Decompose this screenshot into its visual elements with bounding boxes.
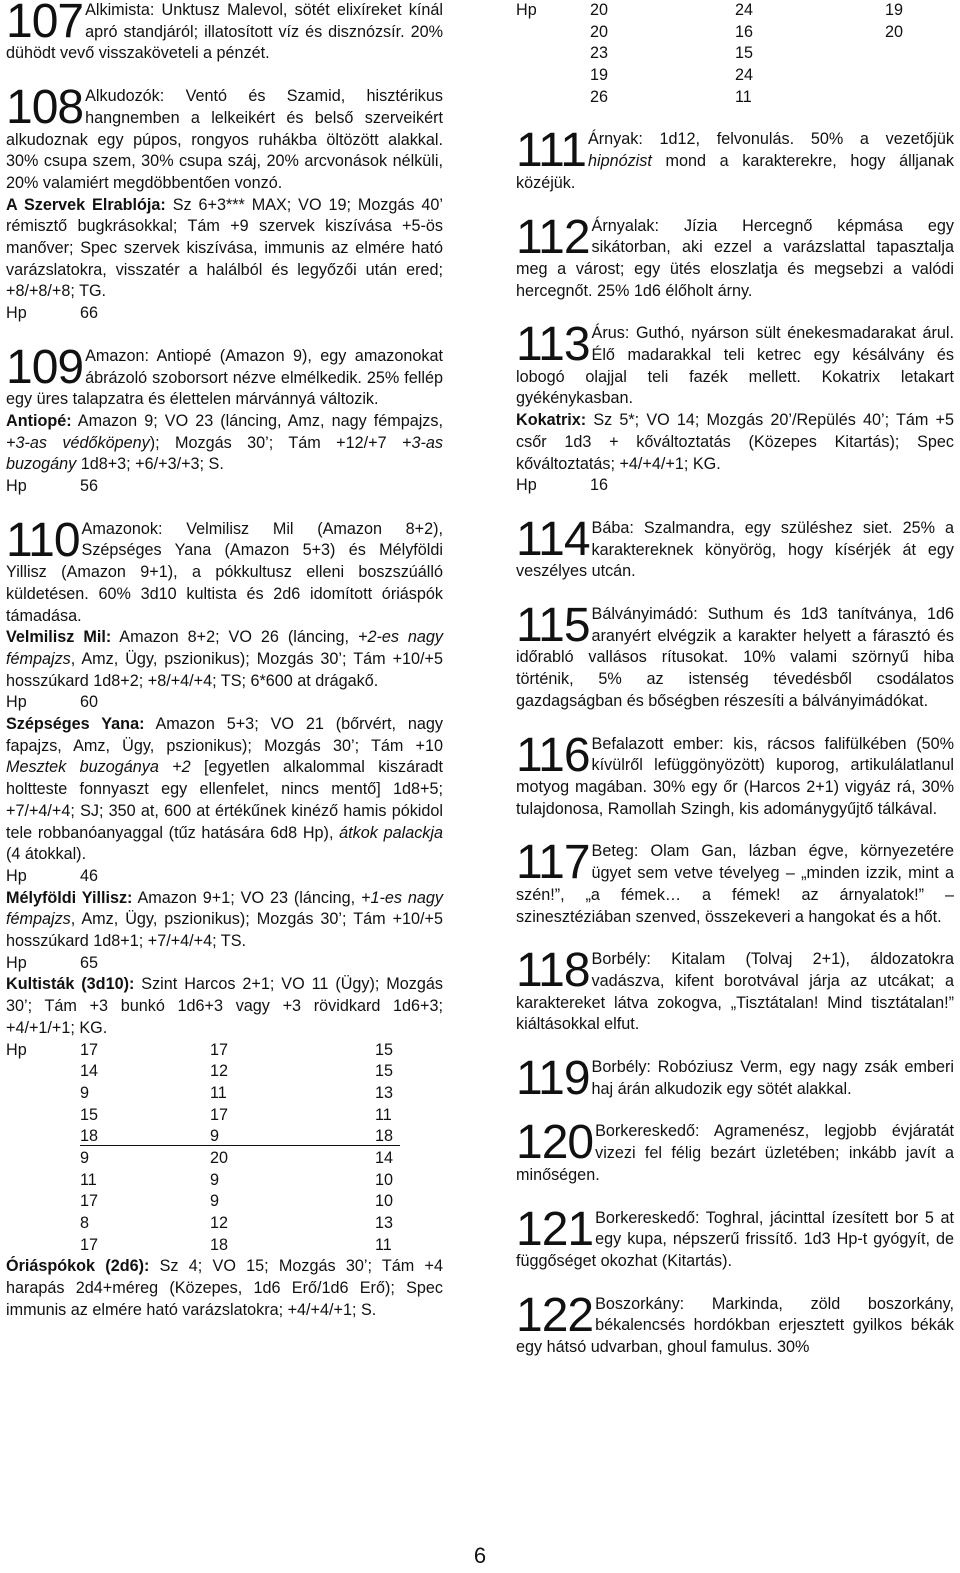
hp-cell: 9: [210, 1127, 220, 1146]
hp-table-row: [516, 0, 954, 22]
entry-text: Beteg: Olam Gan, lázban égve, környezetére ügyet sem vetve tévelyeg – „minden izzik, mint a szén!”, „a fémek… a fémek! az árnyalatok!” – szinesztéziában szenved, összekeveri a hangokat és a hőt.: [516, 842, 954, 926]
stat-name: Szépséges Yana:: [6, 715, 145, 734]
entry-text: Borbély: Robóziusz Verm, egy nagy zsák emberi haj árán alkudozik egy sötét alakkal.: [591, 1058, 954, 1098]
stat-block: [6, 411, 443, 476]
hp-cell: 11: [735, 87, 752, 106]
stat-block: [6, 888, 443, 953]
entry-number: 120: [516, 1116, 594, 1170]
entry-text: Bálványimádó: Suthum és 1d3 tanítványa, 1d6 aranyért elvégzik a karakter helyett a fárasztó és időrabló vallásos rítusokat. 10% valami szörnyű hiba történik, 5% az istenség tévedésből csodálatos gazdagságban és bőségben részesíti a bálványimádókat.: [516, 605, 954, 710]
stat-block: [6, 627, 443, 692]
hp-line: [6, 303, 443, 325]
entry-text: Alkimista: Unktusz Malevol, sötét elixíreket kínál apró standjáról; illatosított víz és disznózsír. 20% dühödt vevő visszaköveteli a pénzét.: [6, 1, 443, 63]
stat-block: [6, 974, 443, 1039]
hp-cell: 24: [735, 1, 754, 19]
entry-number: 109: [6, 340, 84, 394]
hp-cell: 17: [210, 1040, 229, 1059]
entry-number: 122: [516, 1288, 594, 1342]
hp-value: 56: [80, 477, 99, 496]
hp-label: Hp: [6, 953, 27, 972]
hp-table-row: [516, 43, 954, 65]
hp-table-row: [516, 65, 954, 87]
hp-cell: 17: [80, 1192, 99, 1211]
hp-cell: [885, 43, 935, 65]
hp-cell: 8: [80, 1214, 90, 1233]
entry-115: [516, 599, 954, 713]
entry-text: mond a karakterekre, hogy álljanak közéjük.: [516, 152, 954, 192]
entry-number: 108: [6, 81, 84, 135]
hp-cell: 17: [210, 1105, 229, 1124]
entry-text: Borkereskedő: Toghral, jácinttal ízesített bor 5 at egy kupa, népszerű frissítő. 1d3 Hp-t gyógyít, de függőséget okozhat (Kitartás).: [516, 1208, 954, 1270]
entry-number: 115: [516, 599, 590, 653]
hp-cell: 24: [735, 66, 754, 85]
hp-cell: 13: [375, 1214, 394, 1233]
hp-cell: 15: [80, 1105, 99, 1124]
hp-cell: 15: [375, 1040, 394, 1059]
entry-112: [516, 210, 954, 303]
hp-label: Hp: [6, 866, 27, 885]
hp-table-row: [6, 1213, 443, 1235]
stat-text: Amazon 5+3; VO 21 (bőrvért, nagy fapajzs, Amz, Ügy, pszionikus); Mozgás 30’; Tám +10: [6, 715, 443, 755]
hp-cell: 17: [80, 1040, 99, 1059]
entry-121: [516, 1202, 954, 1273]
hp-label: Hp: [516, 1, 537, 19]
entry-number: 114: [516, 512, 590, 566]
stat-text: , Amz, Ügy, pszionikus); Mozgás 30’; Tám +10/+5 hosszúkard 1d8+2; +8/+4/+4; TS; 6*600 at drágakő.: [6, 649, 443, 690]
hp-cell: 17: [80, 1235, 99, 1254]
stat-text: [egyetlen alkalommal kiszáradt holtteste fonnyaszt egy ellenfelet, nincs mentő] 1d8+5; +7/+4/+4; SJ; 350 at, 600 at értékűnek kinéző hamis pókidol tele robbanóanyaggal (tűz hatására 6d8 Hp),: [6, 758, 443, 842]
hp-cell: 10: [375, 1170, 394, 1189]
hp-cell: 15: [375, 1062, 394, 1081]
entry-122: [516, 1288, 954, 1359]
stat-text: Amazon 9+1; VO 23 (láncing,: [132, 888, 362, 907]
hp-cell: 11: [375, 1105, 392, 1124]
hp-value: 65: [80, 953, 99, 972]
entry-116: [516, 728, 954, 821]
stat-text: Amazon 8+2; VO 26 (láncing,: [111, 628, 358, 647]
hp-value: 60: [80, 693, 99, 712]
hp-cell: 12: [210, 1062, 229, 1081]
stat-name: Mélyföldi Yillisz:: [6, 888, 133, 907]
hp-cell: 26: [590, 87, 609, 106]
entry-110: [6, 513, 443, 1322]
entry-text: Árnyak: 1d12, felvonulás. 50% a vezetőjük: [587, 130, 954, 149]
hp-table-row: [516, 22, 954, 44]
entry-text: Amazon: Antiopé (Amazon 9), egy amazonokat ábrázoló szoborsort nézve elmélkedik. 25% fellép egy üres talapzatra és élettelen márvánnyá változik.: [6, 346, 443, 409]
hp-cell: 14: [375, 1149, 394, 1167]
hp-line: [516, 475, 954, 497]
hp-label: Hp: [516, 476, 537, 495]
entry-108: [6, 81, 444, 325]
stat-block: [6, 195, 443, 304]
entry-text: Árnyalak: Jízia Hercegnő képmása egy sikátorban, aki ezzel a varázslattal tapasztalja meg a várost; egy ütés eloszlatja és megsebzi a valódi hercegnőt. 25% 1d6 élőholt árny.: [516, 216, 954, 300]
hp-cell: 20: [210, 1149, 229, 1167]
entry-text: Alkudozók: Ventó és Szamid, hisztérikus hangnemben a lelkeikért és belső szerveikért alkudoznak egy púpos, rongyos ruhákba öltözött alakkal. 30% csupa szem, 30% csupa száj, 20% arcvonások nélküli, 20% valamiért megdöbbentően vonzó.: [6, 87, 443, 192]
hp-cell: 10: [375, 1192, 394, 1211]
stat-name: Kokatrix:: [516, 411, 587, 430]
hp-cell: 19: [590, 66, 609, 85]
entry-number: 111: [516, 124, 586, 178]
hp-cell: 18: [80, 1127, 99, 1146]
entry-107: [6, 0, 443, 65]
stat-item: +1-es nagy fémpajzs: [6, 888, 443, 929]
hp-cell: 11: [210, 1083, 227, 1102]
hp-cell: 9: [210, 1192, 220, 1211]
entry-text: Borbély: Kitalam (Tolvaj 2+1), áldozatokra vadászva, kifent borotvával járja az utcákat; a karaktereket látva zokogva, „Tisztátalan! Mind tisztátalan!” kiáltásokkal elfut.: [516, 950, 954, 1034]
page-number: 6: [473, 1543, 487, 1568]
hp-label: Hp: [6, 477, 27, 496]
stat-text: Amazon 9; VO 23 (láncing, Amz, nagy fémpajzs,: [71, 411, 443, 430]
hp-table-continued: [516, 0, 954, 108]
hp-table-row: [6, 1235, 443, 1257]
entry-number: 112: [516, 210, 590, 264]
entry-number: 110: [6, 513, 80, 567]
entry-118: [516, 944, 954, 1036]
hp-cell: 9: [80, 1149, 90, 1167]
hp-table-row: [6, 1040, 443, 1062]
stat-block: [6, 1256, 443, 1321]
stat-item: Mesztek buzogánya +2: [6, 758, 191, 777]
hp-cell: 13: [375, 1083, 394, 1102]
underline-rule: [80, 1145, 400, 1146]
entry-emphasis: hipnózist: [587, 152, 652, 171]
stat-text: Szint Harcos 2+1; VO 11 (Ügy); Mozgás 30’; Tám +3 bunkó 1d6+3 vagy +3 rövidkard 1d6+3; +4/+1/+1; KG.: [6, 975, 443, 1037]
hp-cell: 11: [80, 1170, 97, 1189]
stat-text: (4 átokkal).: [6, 845, 87, 864]
hp-cell: 20: [590, 22, 609, 41]
hp-cell: [885, 87, 935, 109]
stat-name: Óriáspókok (2d6):: [6, 1257, 150, 1276]
entry-number: 113: [516, 318, 590, 372]
entry-text: Borkereskedő: Agramenész, legjobb évjáratát vizezi fel félig bezárt üzletében; inkább javít a minőségen.: [516, 1122, 954, 1184]
hp-table-row: [6, 1105, 443, 1127]
hp-table-row: [6, 1148, 443, 1170]
hp-table-row: [6, 1061, 443, 1083]
entry-117: [516, 836, 954, 928]
hp-label: Hp: [6, 693, 27, 712]
entry-111: [516, 124, 954, 194]
hp-cell: 18: [375, 1127, 394, 1146]
entry-number: 118: [516, 944, 590, 998]
stat-text: ); Mozgás 30’; Tám +12/+7: [149, 433, 403, 452]
entry-number: 117: [516, 836, 590, 890]
right-column: [516, 0, 954, 1359]
hp-cell: 12: [210, 1214, 229, 1233]
entry-119: [516, 1052, 954, 1106]
hp-cell: 9: [210, 1170, 220, 1189]
hp-table-row: [516, 87, 954, 109]
stat-text: , Amz, Ügy, pszionikus); Mozgás 30’; Tám +10/+5 hosszúkard 1d8+1; +7/+4/+4; TS.: [6, 910, 443, 951]
stat-name: Antiopé:: [6, 411, 72, 430]
stat-item: +3-as buzogány: [6, 433, 443, 474]
hp-table-row: [6, 1083, 443, 1105]
hp-table-row: [6, 1170, 443, 1192]
hp-line: [6, 476, 443, 498]
entry-text: Amazonok: Velmilisz Mil (Amazon 8+2), Szépséges Yana (Amazon 5+3) és Mélyföldi Yillisz (Amazon 9+1), a pókkultusz elleni boszszúálló küldetésen. 60% 3d10 kultista és 2d6 idomított óriáspók támadása.: [6, 519, 443, 625]
left-column: [6, 0, 443, 1322]
entry-120: [516, 1116, 954, 1186]
hp-table-row: [6, 1126, 443, 1148]
hp-label: Hp: [6, 1040, 27, 1059]
hp-cell: 14: [80, 1062, 99, 1081]
hp-cell: [885, 65, 935, 87]
hp-cell: 15: [735, 44, 754, 63]
entry-text: Árus: Guthó, nyárson sült énekesmadarakat árul. Élő madarakkal teli ketrec egy késálvány és lobogó olajjal teli fazék mellett. Kokatrix letakart gyékénykasban.: [516, 324, 954, 408]
hp-cell: 20: [885, 22, 904, 41]
entry-number: 107: [6, 0, 84, 48]
hp-cell: 19: [885, 1, 904, 19]
hp-label: Hp: [6, 304, 27, 323]
hp-line: [6, 866, 443, 888]
hp-table: [6, 1040, 443, 1257]
hp-line: [6, 692, 443, 714]
hp-cell: 20: [590, 1, 609, 19]
stat-item: átkok palackja: [339, 823, 443, 842]
hp-cell: 18: [210, 1235, 229, 1254]
entry-text: Boszorkány: Markinda, zöld boszorkány, békalencsés hordókban erjesztett gyilkos békák egy hátsó udvarban, ghoul famulus. 30%: [516, 1294, 954, 1357]
hp-value: 16: [590, 476, 609, 495]
hp-cell: 11: [375, 1235, 392, 1254]
hp-value: 66: [80, 304, 99, 323]
stat-text: Sz 4; VO 15; Mozgás 30’; Tám +4 harapás 2d4+méreg (Közepes, 1d6 Erő/1d6 Erő); Spec immunis az elmére ható varázslatokra; +4/+4/+1; S.: [6, 1257, 443, 1319]
hp-value: 46: [80, 866, 99, 885]
stat-name: Velmilisz Mil:: [6, 628, 112, 647]
entry-text: Bába: Szalmandra, egy szüléshez siet. 25% a karaktereknek könyörög, hogy kísérjék át egy veszélyes utcán.: [516, 518, 954, 581]
hp-line: [6, 953, 443, 975]
hp-cell: 23: [590, 44, 609, 63]
stat-text: 1d8+3; +6/+3/+3; S.: [76, 455, 224, 474]
stat-block: [516, 410, 954, 475]
stat-item: +3-as védőköpeny: [6, 433, 150, 452]
stat-text: Sz 5*; VO 14; Mozgás 20’/Repülés 40’; Tám +5 csőr 1d3 + kőváltoztatás (Közepes Kitartás); Spec kőváltoztatás; +4/+4/+1; KG.: [516, 411, 954, 473]
hp-cell: 9: [80, 1083, 90, 1102]
stat-text: Sz 6+3*** MAX; VO 19; Mozgás 40’ rémisztő bugkrásokkal; Tám +9 szervek kiszívása +5-ös manőver; Spec szervek kiszívása, immunis az elmére ható varázslatokra, visszatér a halálból és legyőzői után ered; +8/+8/+8; TG.: [6, 195, 444, 301]
hp-cell: 16: [735, 22, 754, 41]
entry-number: 121: [516, 1202, 594, 1256]
entry-113: [516, 318, 954, 497]
entry-114: [516, 512, 954, 583]
stat-block: [6, 714, 443, 866]
stat-item: +2-es nagy fémpajzs: [6, 628, 443, 668]
entry-number: 119: [516, 1052, 590, 1106]
entry-number: 116: [516, 728, 590, 782]
stat-name: A Szervek Elrablója:: [6, 195, 166, 214]
stat-name: Kultisták (3d10):: [6, 975, 135, 994]
hp-table-row: [6, 1191, 443, 1213]
entry-109: [6, 340, 443, 498]
entry-text: Befalazott ember: kis, rácsos falifülkében (50% kívülről lefüggönyözött) kuporog, artikulálatlanul motyog magában. 30% egy őr (Harcos 2+1) vigyáz rá, 30% tulajdonosa, Ramollah Szingh, kis adománygyűjtő tálkával.: [516, 734, 954, 818]
